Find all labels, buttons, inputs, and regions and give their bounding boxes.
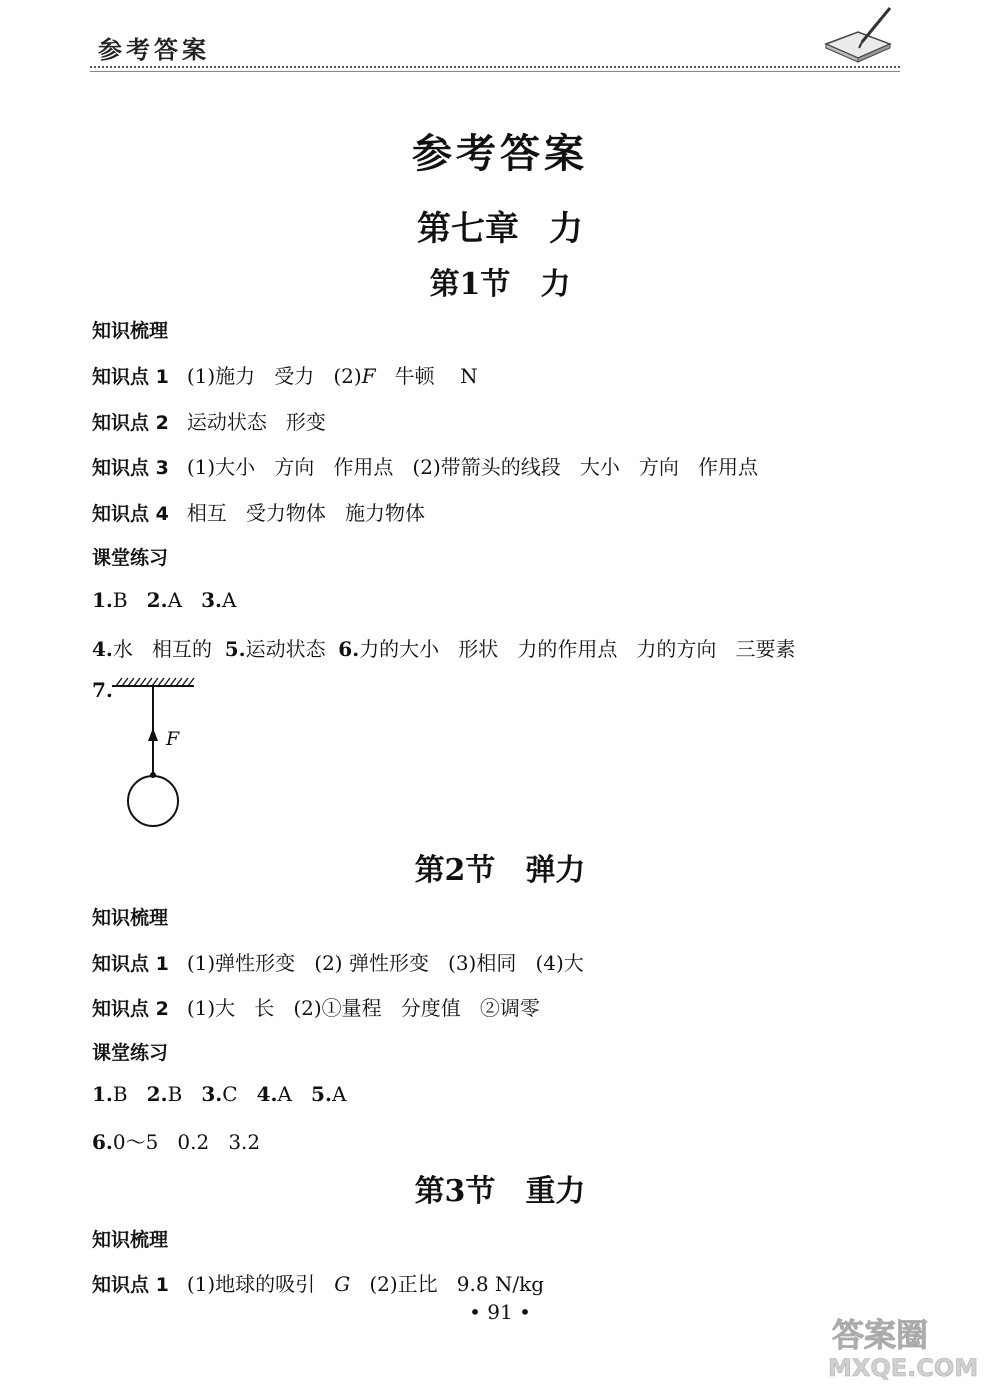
practice-answers-line — [92, 633, 796, 662]
answer-text: 施力物体 — [345, 501, 425, 525]
answer-text: A — [277, 1082, 292, 1106]
answer-text: B — [167, 1082, 183, 1106]
question-number: 5. — [224, 637, 246, 661]
answer-text: N — [460, 364, 478, 388]
section-number: 第2节 — [414, 853, 496, 888]
question-number: 5. — [311, 1082, 332, 1106]
section-2-title — [0, 845, 1000, 889]
question-number: 6. — [92, 1130, 113, 1154]
answer-text: (4)大 — [535, 951, 584, 975]
question-number: 4. — [92, 637, 113, 661]
section-heading: 知识梳理 — [92, 907, 169, 929]
answer-text: 力的大小 — [359, 637, 440, 661]
kp-label: 知识点 1 — [92, 366, 169, 388]
answer-text: 分度值 — [400, 996, 461, 1020]
section-number: 第3节 — [414, 1174, 496, 1209]
answer-text: 受力物体 — [245, 501, 326, 525]
ball — [128, 776, 178, 826]
answer-text: F — [361, 364, 376, 388]
ceiling-hatching — [116, 678, 194, 686]
answer-text: G — [334, 1272, 351, 1296]
section-number: 第1节 — [429, 267, 511, 302]
answer-text: A — [331, 1082, 347, 1106]
answer-text: A — [221, 588, 237, 612]
kp-label: 知识点 2 — [92, 998, 169, 1020]
answer-text: 三要素 — [735, 637, 796, 661]
answer-text: (1)大小 — [186, 455, 256, 479]
knowledge-point-line — [92, 1268, 544, 1297]
answer-text: B — [112, 588, 128, 612]
answer-text: 力的方向 — [636, 637, 717, 661]
answer-text: 牛顿 — [394, 364, 435, 388]
answer-text: (1)弹性形变 — [186, 951, 296, 975]
question-number: 4. — [256, 1082, 278, 1106]
kp-label: 知识点 2 — [92, 412, 169, 434]
kp-label: 知识点 4 — [92, 503, 169, 525]
answer-text: A — [167, 588, 183, 612]
force-label: F — [166, 728, 180, 750]
knowledge-point-line — [92, 497, 425, 526]
page-number: • 91 • — [469, 1300, 531, 1324]
header-rule-solid — [90, 71, 900, 72]
answer-text: (2)正比 — [369, 1272, 438, 1296]
answer-text: (2) 弹性形变 — [314, 951, 429, 975]
main-title: 参考答案 — [412, 130, 588, 177]
answer-text: 长 — [254, 996, 275, 1020]
answer-text: (1)施力 — [186, 364, 256, 388]
answer-text: ②调零 — [479, 996, 540, 1020]
chapter-title — [0, 201, 1000, 250]
section-heading: 课堂练习 — [92, 547, 169, 569]
question-number: 7. — [92, 678, 113, 702]
answer-text: 相互 — [186, 501, 227, 525]
answer-text: 方向 — [638, 455, 679, 479]
section-heading: 知识梳理 — [92, 320, 169, 342]
force-arrow-head — [148, 728, 158, 741]
section-heading: 课堂练习 — [92, 1042, 169, 1064]
watermark-logo — [826, 1308, 996, 1382]
question-number: 2. — [146, 588, 168, 612]
kp-label: 知识点 1 — [92, 953, 169, 975]
question-number: 3. — [201, 588, 222, 612]
answer-text: C — [222, 1082, 238, 1106]
question-number: 6. — [338, 637, 360, 661]
section-heading: 知识梳理 — [92, 1229, 169, 1251]
knowledge-point-line — [92, 992, 540, 1021]
practice-answers-line — [92, 1126, 260, 1155]
answer-text: (2)①量程 — [293, 996, 382, 1020]
answer-text: (3)相同 — [448, 951, 517, 975]
question-number: 2. — [146, 1082, 168, 1106]
section-name: 力 — [540, 267, 571, 302]
answer-text: 运动状态 — [245, 637, 326, 661]
answer-text: 0～5 — [112, 1130, 159, 1154]
section-name: 重力 — [525, 1174, 586, 1209]
kp-label: 知识点 1 — [92, 1274, 169, 1296]
knowledge-point-line — [92, 360, 478, 389]
answer-text: (2)带箭头的线段 — [412, 455, 561, 479]
answer-text: 形状 — [458, 637, 499, 661]
watermark-text: 答案圈 — [832, 1316, 929, 1354]
section-name: 弹力 — [525, 853, 586, 888]
section-3-title — [0, 1166, 1000, 1210]
header-rule — [90, 66, 900, 68]
knowledge-point-line — [92, 451, 758, 480]
answer-text: 力的作用点 — [517, 637, 618, 661]
question-number: 3. — [201, 1082, 223, 1106]
answer-text: B — [112, 1082, 128, 1106]
force-diagram-svg — [92, 676, 212, 836]
answer-text: (1)大 — [186, 996, 236, 1020]
answer-text: (1)地球的吸引 — [186, 1272, 316, 1296]
answer-text: 3.2 — [228, 1130, 261, 1154]
answer-text: (2) — [333, 364, 362, 388]
practice-answers-line — [92, 1082, 346, 1106]
notepad-pen-icon — [818, 4, 898, 66]
answer-text: 作用点 — [333, 455, 394, 479]
answer-text: 9.8 N/kg — [456, 1272, 545, 1296]
answer-text: 形变 — [285, 410, 326, 434]
knowledge-point-line — [92, 406, 326, 435]
answer-text: 运动状态 — [186, 410, 267, 434]
practice-answers-line — [92, 588, 236, 612]
answer-text: 0.2 — [177, 1130, 210, 1154]
section-1-title — [0, 259, 1000, 303]
knowledge-point-line — [92, 947, 584, 976]
question-number: 1. — [92, 1082, 113, 1106]
answer-text: 受力 — [274, 364, 315, 388]
answer-text: 作用点 — [698, 455, 758, 479]
chapter-number: 第七章 — [417, 209, 519, 249]
answer-text: 方向 — [274, 455, 315, 479]
watermark-url: MXQE.COM — [828, 1354, 979, 1382]
answer-text: 相互的 — [151, 637, 212, 661]
question-number: 1. — [92, 588, 113, 612]
answer-text: 水 — [112, 637, 133, 661]
running-head: 参考答案 — [98, 35, 210, 64]
chapter-name: 力 — [549, 209, 583, 249]
answer-text: 大小 — [579, 455, 620, 479]
kp-label: 知识点 3 — [92, 457, 169, 479]
